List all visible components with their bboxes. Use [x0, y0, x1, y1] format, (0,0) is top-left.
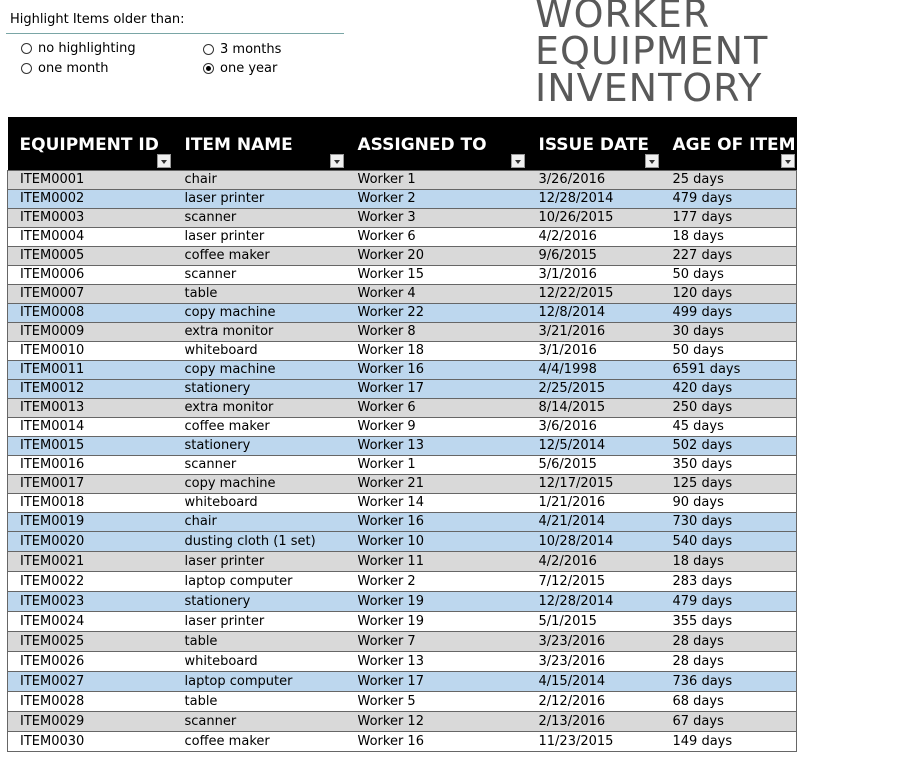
cell-item-name[interactable]: whiteboard	[173, 342, 346, 361]
table-row[interactable]	[8, 285, 797, 304]
table-row[interactable]	[8, 494, 797, 513]
cell-item-name[interactable]: scanner	[173, 209, 346, 228]
cell-issue-date[interactable]: 12/5/2014	[527, 437, 661, 456]
cell-item-name[interactable]: copy machine	[173, 475, 346, 494]
cell-assigned-to[interactable]: Worker 11	[346, 552, 527, 572]
table-row[interactable]	[8, 228, 797, 247]
cell-assigned-to[interactable]: Worker 3	[346, 209, 527, 228]
cell-assigned-to[interactable]: Worker 18	[346, 342, 527, 361]
cell-item-name[interactable]: table	[173, 692, 346, 712]
cell-age-of-item[interactable]: 420 days	[661, 380, 797, 399]
radio-one-year[interactable]	[203, 61, 277, 76]
inventory-table	[7, 117, 797, 752]
cell-assigned-to[interactable]: Worker 19	[346, 612, 527, 632]
cell-item-name[interactable]: laser printer	[173, 552, 346, 572]
radio-label: one month	[38, 61, 109, 76]
cell-item-name[interactable]: chair	[173, 513, 346, 532]
title-line-2: EQUIPMENT	[535, 29, 769, 73]
cell-issue-date[interactable]: 4/2/2016	[527, 228, 661, 247]
cell-age-of-item[interactable]: 67 days	[661, 712, 797, 732]
cell-issue-date[interactable]: 7/12/2015	[527, 572, 661, 592]
cell-issue-date[interactable]: 4/4/1998	[527, 361, 661, 380]
cell-age-of-item[interactable]: 502 days	[661, 437, 797, 456]
cell-age-of-item[interactable]: 730 days	[661, 513, 797, 532]
cell-equipment-id[interactable]: ITEM0022	[8, 572, 173, 592]
cell-equipment-id[interactable]: ITEM0021	[8, 552, 173, 572]
cell-item-name[interactable]: whiteboard	[173, 652, 346, 672]
cell-assigned-to[interactable]: Worker 15	[346, 266, 527, 285]
cell-issue-date[interactable]: 3/1/2016	[527, 266, 661, 285]
cell-issue-date[interactable]: 5/1/2015	[527, 612, 661, 632]
cell-assigned-to[interactable]: Worker 4	[346, 285, 527, 304]
cell-equipment-id[interactable]: ITEM0027	[8, 672, 173, 692]
radio-one-month[interactable]	[21, 61, 109, 76]
cell-assigned-to[interactable]: Worker 7	[346, 632, 527, 652]
cell-equipment-id[interactable]: ITEM0030	[8, 732, 173, 752]
cell-assigned-to[interactable]: Worker 2	[346, 190, 527, 209]
cell-age-of-item[interactable]: 125 days	[661, 475, 797, 494]
cell-issue-date[interactable]: 3/1/2016	[527, 342, 661, 361]
cell-age-of-item[interactable]: 28 days	[661, 632, 797, 652]
cell-age-of-item[interactable]: 30 days	[661, 323, 797, 342]
radio-selected-icon	[203, 63, 214, 74]
cell-equipment-id[interactable]: ITEM0014	[8, 418, 173, 437]
radio-no-highlighting[interactable]	[21, 41, 136, 56]
cell-issue-date[interactable]: 1/21/2016	[527, 494, 661, 513]
cell-age-of-item[interactable]: 227 days	[661, 247, 797, 266]
cell-equipment-id[interactable]: ITEM0008	[8, 304, 173, 323]
filter-dropdown-icon[interactable]	[511, 154, 525, 168]
cell-issue-date[interactable]: 2/13/2016	[527, 712, 661, 732]
filter-dropdown-icon[interactable]	[157, 154, 171, 168]
highlight-label: Highlight Items older than:	[10, 12, 185, 27]
header-equipment-id: EQUIPMENT ID	[8, 117, 173, 171]
cell-item-name[interactable]: coffee maker	[173, 247, 346, 266]
table-row[interactable]	[8, 712, 797, 732]
table-row[interactable]	[8, 672, 797, 692]
table-row[interactable]	[8, 552, 797, 572]
cell-age-of-item[interactable]: 18 days	[661, 552, 797, 572]
table-row[interactable]	[8, 247, 797, 266]
title-line-1: WORKER	[535, 0, 711, 36]
cell-issue-date[interactable]: 10/26/2015	[527, 209, 661, 228]
cell-assigned-to[interactable]: Worker 17	[346, 380, 527, 399]
cell-equipment-id[interactable]: ITEM0011	[8, 361, 173, 380]
cell-issue-date[interactable]: 2/12/2016	[527, 692, 661, 712]
cell-assigned-to[interactable]: Worker 13	[346, 437, 527, 456]
cell-assigned-to[interactable]: Worker 1	[346, 456, 527, 475]
cell-age-of-item[interactable]: 90 days	[661, 494, 797, 513]
cell-age-of-item[interactable]: 149 days	[661, 732, 797, 752]
cell-equipment-id[interactable]: ITEM0026	[8, 652, 173, 672]
cell-item-name[interactable]: laser printer	[173, 612, 346, 632]
cell-item-name[interactable]: laptop computer	[173, 672, 346, 692]
table-row[interactable]	[8, 513, 797, 532]
header-issue-date: ISSUE DATE	[527, 117, 661, 171]
cell-age-of-item[interactable]: 479 days	[661, 592, 797, 612]
cell-equipment-id[interactable]: ITEM0010	[8, 342, 173, 361]
cell-issue-date[interactable]: 12/17/2015	[527, 475, 661, 494]
cell-assigned-to[interactable]: Worker 14	[346, 494, 527, 513]
cell-equipment-id[interactable]: ITEM0007	[8, 285, 173, 304]
cell-item-name[interactable]: extra monitor	[173, 323, 346, 342]
cell-issue-date[interactable]: 3/26/2016	[527, 171, 661, 190]
cell-issue-date[interactable]: 8/14/2015	[527, 399, 661, 418]
cell-issue-date[interactable]: 12/28/2014	[527, 190, 661, 209]
cell-equipment-id[interactable]: ITEM0019	[8, 513, 173, 532]
radio-circle-icon	[21, 43, 32, 54]
cell-assigned-to[interactable]: Worker 6	[346, 399, 527, 418]
table-row[interactable]	[8, 592, 797, 612]
cell-item-name[interactable]: scanner	[173, 456, 346, 475]
page-title	[535, 0, 769, 110]
cell-age-of-item[interactable]: 177 days	[661, 209, 797, 228]
cell-issue-date[interactable]: 4/21/2014	[527, 513, 661, 532]
cell-assigned-to[interactable]: Worker 19	[346, 592, 527, 612]
radio-label: one year	[220, 61, 278, 76]
cell-equipment-id[interactable]: ITEM0016	[8, 456, 173, 475]
title-line-3: INVENTORY	[535, 66, 763, 110]
header-assigned-to: ASSIGNED TO	[346, 117, 527, 171]
cell-item-name[interactable]: table	[173, 632, 346, 652]
cell-assigned-to[interactable]: Worker 2	[346, 572, 527, 592]
cell-item-name[interactable]: dusting cloth (1 set)	[173, 532, 346, 552]
radio-3-months[interactable]	[203, 42, 281, 57]
cell-age-of-item[interactable]: 499 days	[661, 304, 797, 323]
cell-issue-date[interactable]: 5/6/2015	[527, 456, 661, 475]
cell-equipment-id[interactable]: ITEM0018	[8, 494, 173, 513]
table-row[interactable]	[8, 612, 797, 632]
cell-item-name[interactable]: extra monitor	[173, 399, 346, 418]
cell-item-name[interactable]: laser printer	[173, 190, 346, 209]
table-row[interactable]	[8, 380, 797, 399]
divider	[6, 33, 344, 34]
cell-equipment-id[interactable]: ITEM0024	[8, 612, 173, 632]
cell-assigned-to[interactable]: Worker 21	[346, 475, 527, 494]
table-row[interactable]	[8, 456, 797, 475]
cell-assigned-to[interactable]: Worker 16	[346, 361, 527, 380]
cell-age-of-item[interactable]: 350 days	[661, 456, 797, 475]
cell-equipment-id[interactable]: ITEM0017	[8, 475, 173, 494]
cell-issue-date[interactable]: 4/15/2014	[527, 672, 661, 692]
cell-item-name[interactable]: laser printer	[173, 228, 346, 247]
table-row[interactable]	[8, 171, 797, 190]
table-row[interactable]	[8, 418, 797, 437]
cell-equipment-id[interactable]: ITEM0015	[8, 437, 173, 456]
cell-equipment-id[interactable]: ITEM0002	[8, 190, 173, 209]
cell-equipment-id[interactable]: ITEM0004	[8, 228, 173, 247]
cell-age-of-item[interactable]: 283 days	[661, 572, 797, 592]
cell-age-of-item[interactable]: 25 days	[661, 171, 797, 190]
cell-equipment-id[interactable]: ITEM0023	[8, 592, 173, 612]
cell-item-name[interactable]: table	[173, 285, 346, 304]
cell-assigned-to[interactable]: Worker 1	[346, 171, 527, 190]
cell-item-name[interactable]: chair	[173, 171, 346, 190]
table-row[interactable]	[8, 437, 797, 456]
filter-dropdown-icon[interactable]	[330, 154, 344, 168]
table-row[interactable]	[8, 692, 797, 712]
cell-issue-date[interactable]: 10/28/2014	[527, 532, 661, 552]
cell-equipment-id[interactable]: ITEM0003	[8, 209, 173, 228]
cell-equipment-id[interactable]: ITEM0001	[8, 171, 173, 190]
cell-item-name[interactable]: scanner	[173, 712, 346, 732]
cell-assigned-to[interactable]: Worker 5	[346, 692, 527, 712]
cell-item-name[interactable]: copy machine	[173, 304, 346, 323]
cell-assigned-to[interactable]: Worker 16	[346, 513, 527, 532]
cell-assigned-to[interactable]: Worker 22	[346, 304, 527, 323]
cell-equipment-id[interactable]: ITEM0005	[8, 247, 173, 266]
cell-issue-date[interactable]: 3/6/2016	[527, 418, 661, 437]
cell-assigned-to[interactable]: Worker 6	[346, 228, 527, 247]
cell-assigned-to[interactable]: Worker 10	[346, 532, 527, 552]
table-row[interactable]	[8, 266, 797, 285]
cell-age-of-item[interactable]: 50 days	[661, 266, 797, 285]
radio-label: 3 months	[220, 42, 282, 57]
cell-item-name[interactable]: coffee maker	[173, 732, 346, 752]
cell-item-name[interactable]: copy machine	[173, 361, 346, 380]
radio-label: no highlighting	[38, 41, 136, 56]
cell-assigned-to[interactable]: Worker 9	[346, 418, 527, 437]
cell-issue-date[interactable]: 3/21/2016	[527, 323, 661, 342]
filter-dropdown-icon[interactable]	[781, 154, 795, 168]
cell-item-name[interactable]: coffee maker	[173, 418, 346, 437]
table-row[interactable]	[8, 632, 797, 652]
cell-age-of-item[interactable]: 540 days	[661, 532, 797, 552]
cell-age-of-item[interactable]: 120 days	[661, 285, 797, 304]
radio-circle-icon	[21, 63, 32, 74]
table-row[interactable]	[8, 209, 797, 228]
table-row[interactable]	[8, 361, 797, 380]
cell-age-of-item[interactable]: 736 days	[661, 672, 797, 692]
table-row[interactable]	[8, 652, 797, 672]
table-row[interactable]	[8, 572, 797, 592]
cell-age-of-item[interactable]: 6591 days	[661, 361, 797, 380]
cell-age-of-item[interactable]: 68 days	[661, 692, 797, 712]
cell-item-name[interactable]: stationery	[173, 380, 346, 399]
table-row[interactable]	[8, 323, 797, 342]
cell-age-of-item[interactable]: 355 days	[661, 612, 797, 632]
cell-age-of-item[interactable]: 250 days	[661, 399, 797, 418]
cell-issue-date[interactable]: 12/8/2014	[527, 304, 661, 323]
table-row[interactable]	[8, 475, 797, 494]
cell-age-of-item[interactable]: 28 days	[661, 652, 797, 672]
cell-equipment-id[interactable]: ITEM0028	[8, 692, 173, 712]
cell-issue-date[interactable]: 9/6/2015	[527, 247, 661, 266]
cell-age-of-item[interactable]: 45 days	[661, 418, 797, 437]
cell-equipment-id[interactable]: ITEM0020	[8, 532, 173, 552]
cell-assigned-to[interactable]: Worker 12	[346, 712, 527, 732]
filter-dropdown-icon[interactable]	[645, 154, 659, 168]
table-row[interactable]	[8, 342, 797, 361]
table-row[interactable]	[8, 532, 797, 552]
cell-issue-date[interactable]: 3/23/2016	[527, 632, 661, 652]
cell-item-name[interactable]: stationery	[173, 592, 346, 612]
cell-age-of-item[interactable]: 50 days	[661, 342, 797, 361]
table-row[interactable]	[8, 190, 797, 209]
cell-issue-date[interactable]: 11/23/2015	[527, 732, 661, 752]
cell-assigned-to[interactable]: Worker 16	[346, 732, 527, 752]
cell-issue-date[interactable]: 12/22/2015	[527, 285, 661, 304]
cell-equipment-id[interactable]: ITEM0009	[8, 323, 173, 342]
cell-item-name[interactable]: scanner	[173, 266, 346, 285]
cell-equipment-id[interactable]: ITEM0025	[8, 632, 173, 652]
table-row[interactable]	[8, 304, 797, 323]
cell-assigned-to[interactable]: Worker 17	[346, 672, 527, 692]
cell-issue-date[interactable]: 3/23/2016	[527, 652, 661, 672]
cell-assigned-to[interactable]: Worker 20	[346, 247, 527, 266]
cell-equipment-id[interactable]: ITEM0012	[8, 380, 173, 399]
header-age-of-item: AGE OF ITEM	[661, 117, 797, 171]
table-row[interactable]	[8, 399, 797, 418]
header-item-name: ITEM NAME	[173, 117, 346, 171]
cell-issue-date[interactable]: 12/28/2014	[527, 592, 661, 612]
cell-equipment-id[interactable]: ITEM0006	[8, 266, 173, 285]
cell-assigned-to[interactable]: Worker 13	[346, 652, 527, 672]
cell-age-of-item[interactable]: 479 days	[661, 190, 797, 209]
cell-issue-date[interactable]: 2/25/2015	[527, 380, 661, 399]
table-row[interactable]	[8, 732, 797, 752]
radio-circle-icon	[203, 44, 214, 55]
cell-equipment-id[interactable]: ITEM0029	[8, 712, 173, 732]
cell-issue-date[interactable]: 4/2/2016	[527, 552, 661, 572]
header-row	[8, 117, 797, 171]
cell-age-of-item[interactable]: 18 days	[661, 228, 797, 247]
cell-item-name[interactable]: laptop computer	[173, 572, 346, 592]
cell-item-name[interactable]: whiteboard	[173, 494, 346, 513]
cell-item-name[interactable]: stationery	[173, 437, 346, 456]
cell-equipment-id[interactable]: ITEM0013	[8, 399, 173, 418]
cell-assigned-to[interactable]: Worker 8	[346, 323, 527, 342]
